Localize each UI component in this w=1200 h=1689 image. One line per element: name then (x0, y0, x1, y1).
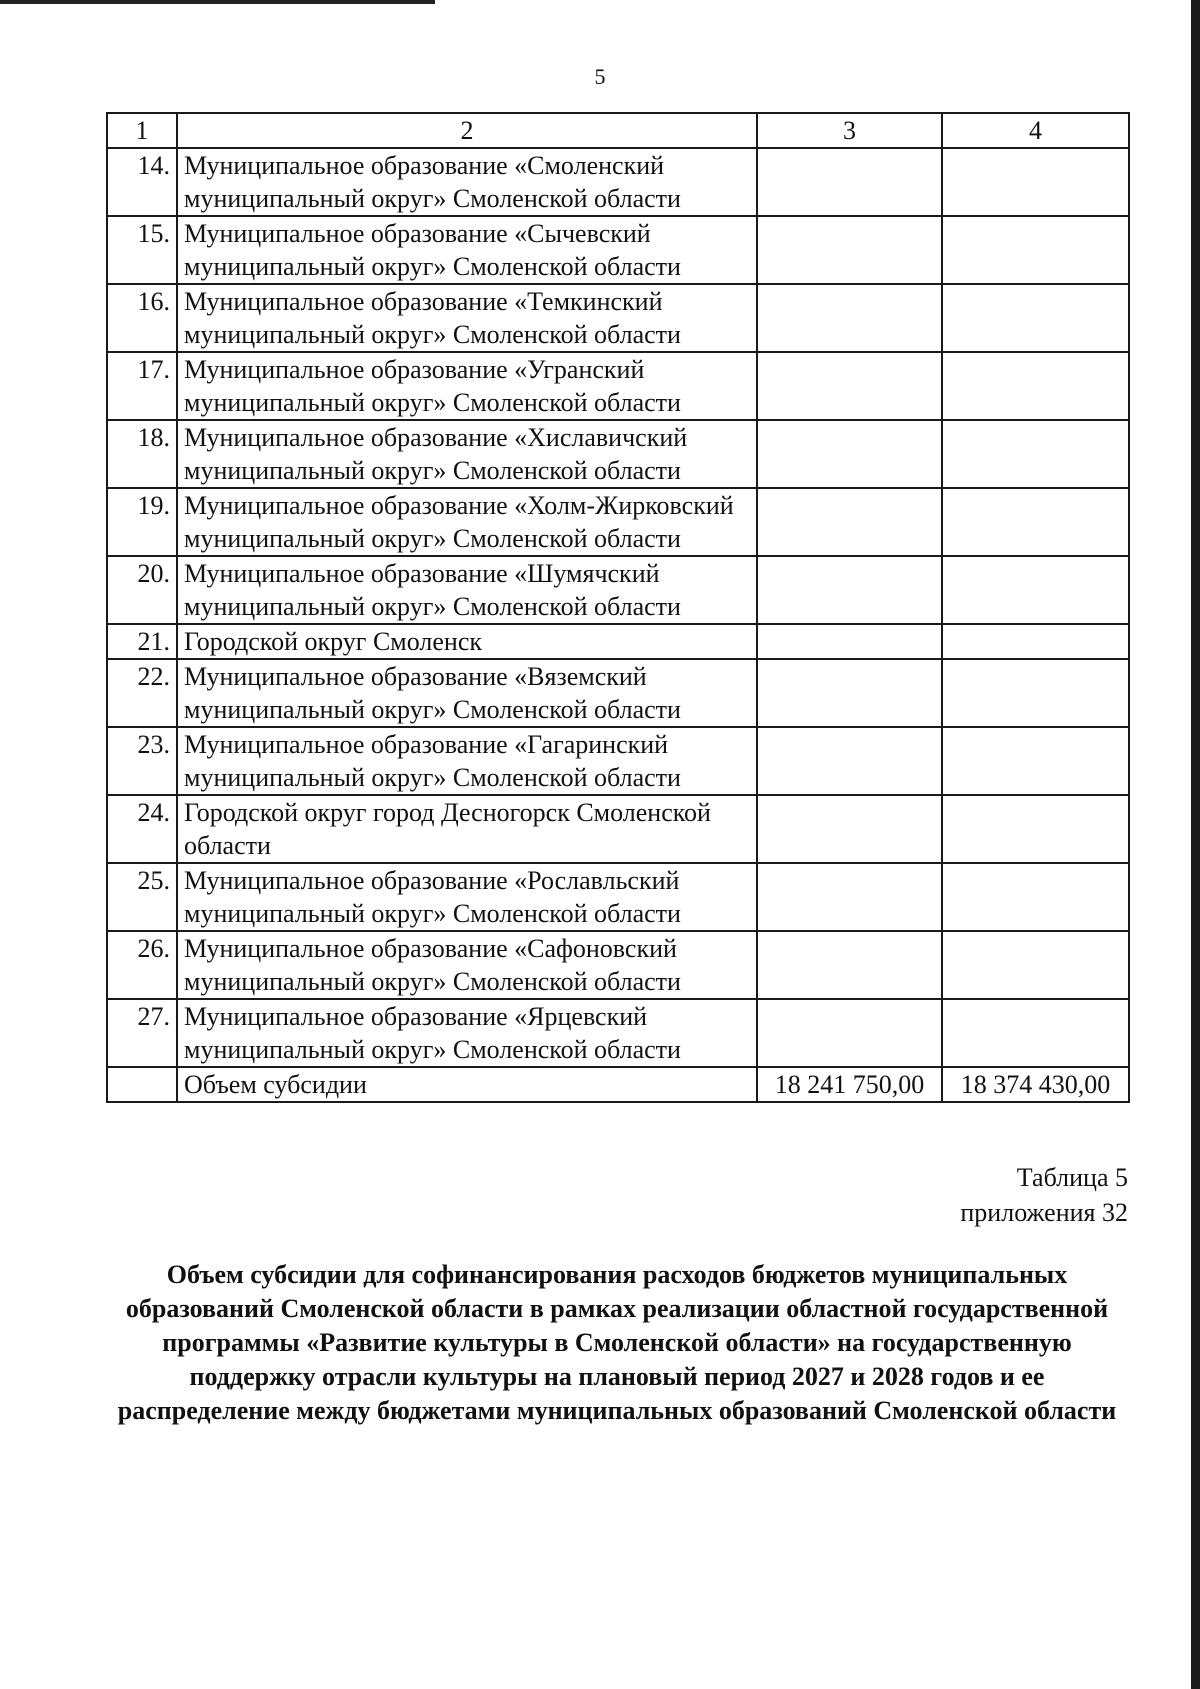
column-header-4: 4 (942, 113, 1129, 148)
top-rule (0, 0, 435, 4)
row-value-col4 (942, 216, 1129, 284)
row-number: 21. (107, 624, 177, 659)
row-value-col3 (757, 624, 942, 659)
row-number: 22. (107, 659, 177, 727)
row-value-col3 (757, 284, 942, 352)
column-header-3: 3 (757, 113, 942, 148)
row-name: Муниципальное образование «Сафоновский муниципальный округ» Смоленской области (177, 931, 757, 999)
table-row (107, 727, 1129, 795)
table-row (107, 284, 1129, 352)
row-value-col3 (757, 556, 942, 624)
row-value-col4 (942, 624, 1129, 659)
row-name: Муниципальное образование «Гагаринский муниципальный округ» Смоленской области (177, 727, 757, 795)
scan-edge (1191, 0, 1200, 1689)
row-number: 19. (107, 488, 177, 556)
row-value-col3 (757, 727, 942, 795)
row-number: 14. (107, 148, 177, 216)
total-value-col3: 18 241 750,00 (757, 1067, 942, 1102)
row-value-col4 (942, 488, 1129, 556)
row-value-col4 (942, 727, 1129, 795)
row-number: 27. (107, 999, 177, 1067)
row-value-col4 (942, 420, 1129, 488)
row-name: Муниципальное образование «Шумячский муниципальный округ» Смоленской области (177, 556, 757, 624)
table-body (107, 148, 1129, 1067)
table-row (107, 931, 1129, 999)
column-header-1: 1 (107, 113, 177, 148)
row-name: Муниципальное образование «Ярцевский муниципальный округ» Смоленской области (177, 999, 757, 1067)
row-value-col3 (757, 488, 942, 556)
row-name: Городской округ город Десногорск Смоленской области (177, 795, 757, 863)
table-label-line2: приложения 32 (960, 1198, 1128, 1227)
table-label (960, 1160, 1128, 1230)
table-row (107, 216, 1129, 284)
table-row (107, 999, 1129, 1067)
table-label-line1: Таблица 5 (1016, 1163, 1128, 1192)
document-title: Объем субсидии для софинансирования расходов бюджетов муниципальных образований Смоленской области в рамках реализации областной государственной программы «Развитие культуры в Смоленской области» на государственную поддержку отрасли культуры на плановый период 2027 и 2028 годов и ее распределение между бюджетами муниципальных образований Смоленской области (117, 1260, 1117, 1425)
total-num-cell (107, 1067, 177, 1102)
table-row (107, 488, 1129, 556)
total-label: Объем субсидии (177, 1067, 757, 1102)
total-value-col4: 18 374 430,00 (942, 1067, 1129, 1102)
row-name: Муниципальное образование «Смоленский муниципальный округ» Смоленской области (177, 148, 757, 216)
column-header-2: 2 (177, 113, 757, 148)
row-value-col3 (757, 863, 942, 931)
row-name: Муниципальное образование «Угранский муниципальный округ» Смоленской области (177, 352, 757, 420)
row-value-col3 (757, 795, 942, 863)
row-number: 20. (107, 556, 177, 624)
table-row (107, 352, 1129, 420)
row-value-col4 (942, 999, 1129, 1067)
table-row (107, 659, 1129, 727)
total-row (107, 1067, 1129, 1102)
row-name: Муниципальное образование «Холм-Жирковский муниципальный округ» Смоленской области (177, 488, 757, 556)
row-number: 26. (107, 931, 177, 999)
row-number: 17. (107, 352, 177, 420)
row-value-col4 (942, 556, 1129, 624)
row-number: 24. (107, 795, 177, 863)
row-value-col4 (942, 659, 1129, 727)
table-row (107, 624, 1129, 659)
row-number: 25. (107, 863, 177, 931)
row-name: Муниципальное образование «Вяземский муниципальный округ» Смоленской области (177, 659, 757, 727)
row-value-col3 (757, 931, 942, 999)
row-value-col4 (942, 863, 1129, 931)
table-row (107, 795, 1129, 863)
row-name: Муниципальное образование «Хиславичский муниципальный округ» Смоленской области (177, 420, 757, 488)
table-row (107, 556, 1129, 624)
row-value-col4 (942, 931, 1129, 999)
row-number: 23. (107, 727, 177, 795)
row-number: 16. (107, 284, 177, 352)
row-value-col4 (942, 795, 1129, 863)
row-value-col3 (757, 148, 942, 216)
row-value-col3 (757, 352, 942, 420)
row-number: 18. (107, 420, 177, 488)
row-value-col4 (942, 284, 1129, 352)
table-row (107, 148, 1129, 216)
row-value-col4 (942, 352, 1129, 420)
row-value-col3 (757, 216, 942, 284)
row-value-col4 (942, 148, 1129, 216)
table-row (107, 420, 1129, 488)
table-header-row (107, 113, 1129, 148)
subsidy-distribution-table (106, 112, 1130, 1103)
table-row (107, 863, 1129, 931)
row-number: 15. (107, 216, 177, 284)
row-value-col3 (757, 659, 942, 727)
page-number: 5 (594, 64, 606, 89)
row-name: Муниципальное образование «Темкинский муниципальный округ» Смоленской области (177, 284, 757, 352)
row-name: Муниципальное образование «Рославльский муниципальный округ» Смоленской области (177, 863, 757, 931)
row-value-col3 (757, 999, 942, 1067)
row-name: Муниципальное образование «Сычевский муниципальный округ» Смоленской области (177, 216, 757, 284)
row-name: Городской округ Смоленск (177, 624, 757, 659)
row-value-col3 (757, 420, 942, 488)
